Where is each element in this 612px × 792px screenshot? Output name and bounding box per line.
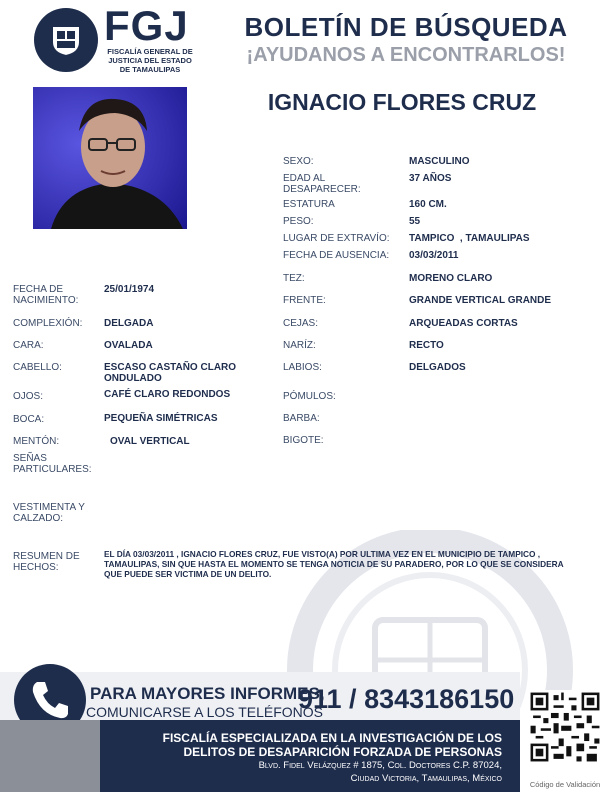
field-label-labios: LABIOS: — [283, 362, 322, 373]
field-label-cara: CARA: — [13, 340, 44, 351]
field-value-tez: MORENO CLARO — [409, 273, 493, 284]
phone-icon — [28, 678, 72, 722]
page-subtitle: ¡AYUDANOS A ENCONTRARLOS! — [246, 44, 566, 66]
agency-name-line2: DELITOS DE DESAPARICIÓN FORZADA DE PERSONAS — [183, 745, 502, 759]
field-label-vestimenta: VESTIMENTA Y CALZADO: — [13, 502, 85, 524]
field-label-nariz: NARÍZ: — [283, 340, 316, 351]
field-value-fecha-nacimiento: 25/01/1974 — [104, 284, 155, 295]
field-label-sexo: SEXO: — [283, 156, 314, 167]
summary-text: EL DÍA 03/03/2011 , IGNACIO FLORES CRUZ, FUE VISTO(A) POR ULTIMA VEZ EN EL MUNICIPIO DE TAMPICO , TAMAULIPAS, SIN QUE HASTA EL MOMENTO SE TENGA NOTICIA DE SU PARADERO, POR LO QUE SE CONSIDERA QUE PUEDE SER VICTIMA DE UN DELITO. — [104, 549, 564, 579]
field-value-cara: OVALADA — [104, 340, 153, 351]
logo-wordmark: FGJ — [104, 2, 189, 49]
field-label-pomulos: PÓMULOS: — [283, 391, 336, 402]
field-label-lugar: LUGAR DE EXTRAVÍO: — [283, 233, 390, 244]
field-label-cejas: CEJAS: — [283, 318, 319, 329]
field-label-senas: SEÑAS PARTICULARES: — [13, 453, 92, 475]
address-line2: Ciudad Victoria, Tamaulipas, México — [350, 773, 502, 784]
qr-code-icon[interactable] — [528, 690, 602, 764]
footer-gray-block — [0, 720, 100, 792]
field-value-nariz: RECTO — [409, 340, 444, 351]
field-value-complexion: DELGADA — [104, 318, 154, 329]
field-label-bigote: BIGOTE: — [283, 435, 324, 446]
person-photo — [33, 87, 187, 229]
field-value-peso: 55 — [409, 216, 421, 227]
phone-number[interactable]: 911 / 8343186150 — [298, 684, 515, 714]
field-label-complexion: COMPLEXIÓN: — [13, 318, 83, 329]
field-label-resumen: RESUMEN DE HECHOS: — [13, 551, 80, 573]
field-label-estatura: ESTATURA — [283, 199, 335, 210]
page-title: BOLETÍN DE BÚSQUEDA — [244, 12, 568, 42]
person-name: IGNACIO FLORES CRUZ — [267, 89, 537, 115]
address-line1: Blvd. Fidel Velázquez # 1875, Col. Doctores C.P. 87024, — [258, 760, 502, 771]
field-value-estatura: 160 CM. — [409, 199, 447, 210]
field-value-frente: GRANDE VERTICAL GRANDE — [409, 295, 552, 306]
field-value-cabello: ESCASO CASTAÑO CLARO ONDULADO — [104, 362, 237, 384]
agency-name-line1: FISCALÍA ESPECIALIZADA EN LA INVESTIGACIÓN DE LOS — [162, 731, 502, 745]
field-value-boca: PEQUEÑA SIMÉTRICAS — [104, 413, 218, 424]
field-value-labios: DELGADOS — [409, 362, 466, 373]
shield-icon — [48, 22, 84, 58]
field-label-edad: EDAD AL DESAPARECER: — [283, 173, 361, 195]
field-value-menton: OVAL VERTICAL — [110, 436, 190, 447]
field-label-tez: TEZ: — [283, 273, 305, 284]
field-label-frente: FRENTE: — [283, 295, 326, 306]
field-label-boca: BOCA: — [13, 414, 45, 425]
field-label-cabello: CABELLO: — [13, 362, 62, 373]
field-label-menton: MENTÓN: — [13, 436, 60, 447]
field-value-ojos: CAFÉ CLARO REDONDOS — [104, 389, 231, 400]
portrait-image — [33, 87, 187, 229]
field-label-barba: BARBA: — [283, 413, 320, 424]
qr-caption: Código de Validación — [529, 780, 601, 789]
field-label-fecha-ausencia: FECHA DE AUSENCIA: — [283, 250, 390, 261]
field-label-ojos: OJOS: — [13, 391, 44, 402]
field-label-fecha-nacimiento: FECHA DE NACIMIENTO: — [13, 284, 79, 306]
field-label-peso: PESO: — [283, 216, 314, 227]
field-value-lugar: TAMPICO , TAMAULIPAS — [409, 233, 530, 244]
contact-heading: PARA MAYORES INFORMES, — [90, 684, 325, 703]
logo-subtitle: FISCALÍA GENERAL DE JUSTICIA DEL ESTADO DE TAMAULIPAS — [107, 47, 193, 74]
field-value-cejas: ARQUEADAS CORTAS — [409, 318, 518, 329]
contact-subheading: COMUNICARSE A LOS TELÉFONOS — [86, 704, 324, 720]
field-value-sexo: MASCULINO — [409, 156, 470, 167]
field-value-fecha-ausencia: 03/03/2011 — [409, 250, 459, 261]
field-value-edad: 37 AÑOS — [409, 173, 452, 184]
